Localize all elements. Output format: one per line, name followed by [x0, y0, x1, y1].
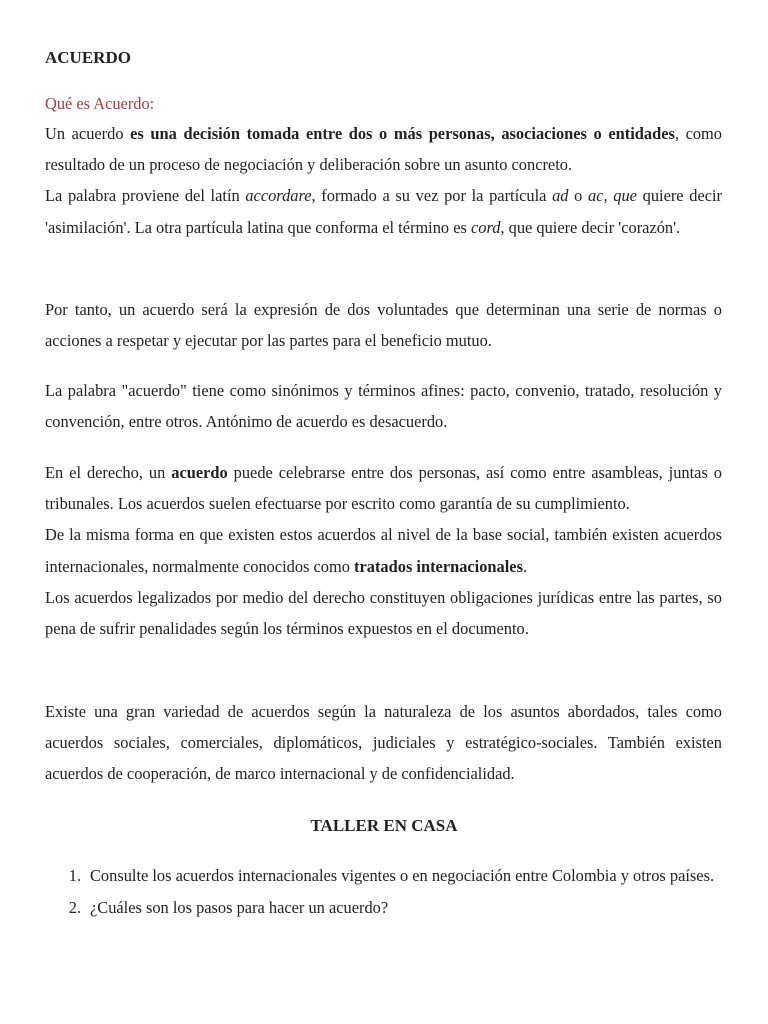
paragraph-etymology: La palabra proviene del latín accordare, formado a su vez por la partícula ad o ac, que quiere decir 'asimilación'. La otra partícula latina que conforma el término es cord, que quiere decir 'corazón'. [45, 186, 723, 237]
term-cord: cord [470, 217, 501, 237]
term-ac-que: ac, que [588, 186, 637, 206]
list-item-text: Consulte los acuerdos internacionales vigentes o en negociación entre Colombia y otros países. [90, 866, 715, 885]
definition-bold: es una decisión tomada entre dos o más personas, asociaciones o entidades [130, 124, 675, 143]
list-item [45, 860, 722, 892]
acuerdo-bold: acuerdo [171, 463, 228, 482]
section-title-taller: TALLER EN CASA [310, 816, 458, 835]
list-item-number: 1. [68, 866, 81, 885]
paragraph-derecho: En el derecho, un acuerdo puede celebrarse entre dos personas, así como entre asambleas, juntas o tribunales. Los acuerdos suelen efectuarse por escrito como garantía de su cumplimiento. [45, 463, 722, 514]
document-title: ACUERDO [45, 48, 131, 67]
paragraph-definition: Un acuerdo es una decisión tomada entre dos o más personas, asociaciones o entidades, como resultado de un proceso de negociación y deliberación sobre un asunto concreto. [45, 124, 722, 175]
paragraph-legalizados: Los acuerdos legalizados por medio del derecho constituyen obligaciones jurídicas entre las partes, so pena de sufrir penalidades según los términos expuestos en el documento. [45, 587, 722, 639]
paragraph-variedad: Existe una gran variedad de acuerdos según la naturaleza de los asuntos abordados, tales como acuerdos sociales, comerciales, diplomáticos, judiciales y estratégico-sociales. También existen acuerdos de cooperación, de marco internacional y de confidencialidad. [45, 702, 722, 784]
intro-block [45, 118, 722, 243]
list-item-number: 2. [68, 897, 81, 917]
paragraph-sinonimos: La palabra "acuerdo" tiene como sinónimos y términos afines: pacto, convenio, tratado, resolución y convención, entre otros. Antónimo de acuerdo es desacuerdo. [45, 381, 722, 432]
tratados-bold: tratados internacionales [354, 556, 523, 576]
list-item-text: ¿Cuáles son los pasos para hacer un acuerdo? [90, 897, 389, 917]
paragraph-por-tanto: Por tanto, un acuerdo será la expresión de dos voluntades que determinan una serie de normas o acciones a respetar y ejecutar por las partes para el beneficio mutuo. [45, 300, 722, 351]
paragraph-internacionales: De la misma forma en que existen estos acuerdos al nivel de la base social, también existen acuerdos internacionales, normalmente conocidos como tratados internacionales. [45, 525, 722, 576]
term-accordare: accordare [245, 186, 312, 206]
list-item [45, 892, 722, 924]
law-block [45, 457, 722, 644]
task-list [45, 860, 722, 923]
section-subtitle: Qué es Acuerdo: [45, 94, 155, 113]
term-ad: ad [552, 186, 569, 206]
